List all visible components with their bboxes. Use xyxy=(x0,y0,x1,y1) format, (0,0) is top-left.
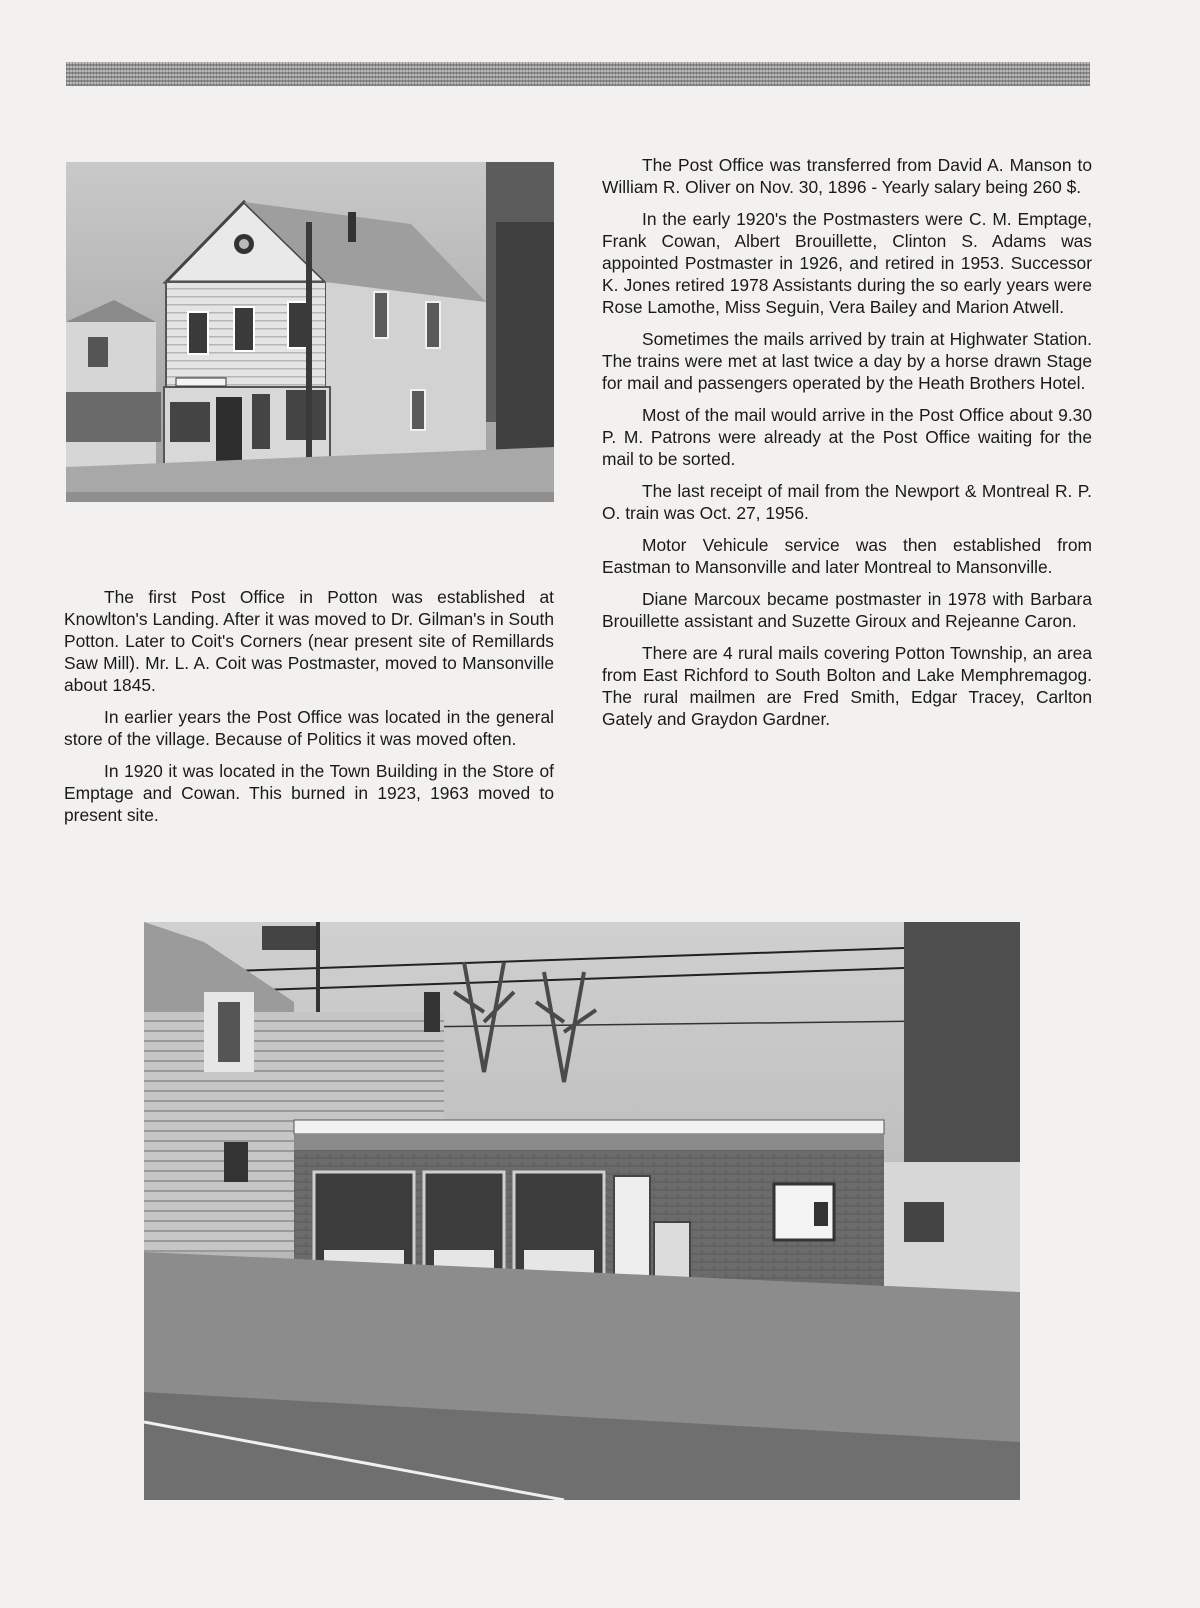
left-paragraph-3: In 1920 it was located in the Town Building in the Store of Emptage and Cowan. This burned in 1923, 1963 moved to present site. xyxy=(64,761,554,825)
old-building-photo-art xyxy=(66,162,554,502)
right-paragraph-5: The last receipt of mail from the Newport & Montreal R. P. O. train was Oct. 27, 1956. xyxy=(602,481,1092,523)
left-paragraph-2: In earlier years the Post Office was located in the general store of the village. Because of Politics it was moved often. xyxy=(64,707,554,749)
right-paragraph-1: The Post Office was transferred from David A. Manson to William R. Oliver on Nov. 30, 1896 - Yearly salary being 260 $. xyxy=(602,155,1092,197)
right-paragraph-7: Diane Marcoux became postmaster in 1978 with Barbara Brouillette assistant and Suzette Giroux and Rejeanne Caron. xyxy=(602,589,1092,631)
right-paragraph-8: There are 4 rural mails covering Potton Township, an area from East Richford to South Bolton and Lake Memphremagog. The rural mailmen are Fred Smith, Edgar Tracey, Carlton Gately and Graydon Gardner. xyxy=(602,643,1092,729)
right-paragraph-4: Most of the mail would arrive in the Post Office about 9.30 P. M. Patrons were already at the Post Office waiting for the mail to be sorted. xyxy=(602,405,1092,469)
photo-present-post-office xyxy=(144,922,1020,1500)
header-decorative-band xyxy=(66,62,1090,86)
left-paragraph-1: The first Post Office in Potton was established at Knowlton's Landing. After it was moved to Dr. Gilman's in South Potton. Later to Coit's Corners (near present site of Remillards Saw Mill). Mr. L. A. Coit was Postmaster, moved to Mansonville about 1845. xyxy=(64,587,554,695)
right-paragraph-3: Sometimes the mails arrived by train at Highwater Station. The trains were met at last twice a day by a horse drawn Stage for mail and passengers operated by the Heath Brothers Hotel. xyxy=(602,329,1092,393)
photo-old-post-office-building xyxy=(66,162,554,502)
left-text-column xyxy=(64,586,554,836)
present-building-photo-art xyxy=(144,922,1020,1500)
right-text-column xyxy=(602,154,1092,740)
right-paragraph-6: Motor Vehicule service was then established from Eastman to Mansonville and later Montreal to Mansonville. xyxy=(602,535,1092,577)
right-paragraph-2: In the early 1920's the Postmasters were C. M. Emptage, Frank Cowan, Albert Brouillette, Clinton S. Adams was appointed Postmaster in 1926, and retired in 1953. Successor K. Jones retired 1978 Assistants during the so early years were Rose Lamothe, Miss Seguin, Vera Bailey and Marion Atwell. xyxy=(602,209,1092,317)
